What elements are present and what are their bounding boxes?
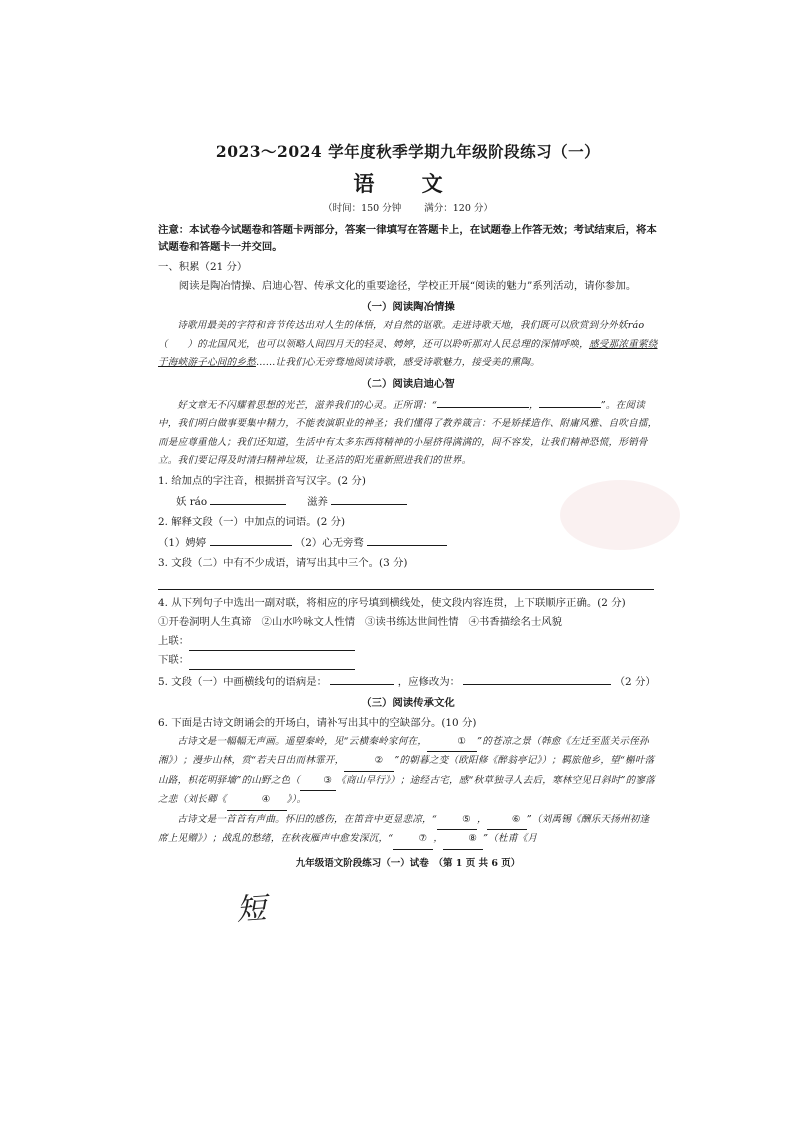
part2-text: 好文章无不闪耀着思想的光芒，滋养我们的心灵。正所谓：“	[177, 399, 437, 411]
q6-blank-2[interactable]: ②	[344, 752, 394, 772]
q4-options	[158, 613, 658, 632]
exam-title: 2023～2024 学年度秋季学期九年级阶段练习（一）	[215, 142, 601, 161]
part2-title: （二）阅读启迪心智	[361, 377, 455, 390]
q6-blank-7[interactable]: ⑦	[393, 830, 433, 850]
q4-option: ③读书练达世间性情	[365, 615, 459, 628]
couplet-blank-1[interactable]	[437, 394, 529, 408]
part3-title: （三）阅读传承文化	[361, 696, 455, 709]
underlined-sentence: 感受那浓重萦绕于海峡游子心间的乡愁	[158, 338, 658, 368]
question-4: 4. 从下列句子中选出一副对联，将相应的序号填到横线处，使文段内容连贯，上下联顺序正确。(2 分)	[158, 596, 626, 609]
q1-b-label: 滋养	[307, 495, 328, 508]
q6-text: 古诗文是一首首有声曲。怀旧的感伤，在笛音中更显悲凉，“	[177, 813, 437, 825]
exam-sheet	[158, 140, 658, 873]
q6-blank-6[interactable]: ⑥	[487, 811, 527, 831]
exam-notice: 注意：本试卷今试题卷和答题卡两部分，答案一律填写在答题卡上，在试题卷上作答无效；考试结束后，将本试题卷和答题卡一并交回。	[158, 224, 657, 253]
section-heading: 一、积累（21 分）	[158, 261, 248, 273]
q6-passage-1	[158, 733, 658, 811]
question-5	[158, 671, 658, 692]
q1-a-blank[interactable]	[210, 491, 286, 505]
question-2: 2. 解释文段（一）中加点的词语。(2 分)	[158, 515, 346, 528]
part1-text-end: ……让我们心无旁骛地阅读诗歌，感受诗歌魅力，接受美的熏陶。	[255, 357, 540, 368]
q6-blank-3[interactable]: ③	[300, 772, 336, 792]
q1-a-label: 妖 ráo	[176, 495, 208, 508]
q6-text: 》）。	[286, 794, 307, 805]
q2-a-blank[interactable]	[210, 532, 292, 546]
question-1: 1. 给加点的字注音，根据拼音写汉字。(2 分)	[158, 474, 366, 487]
subject-title: 语 文	[353, 171, 463, 196]
part1-text: 诗歌用最美的字符和音节传达出对人生的体悟，对自然的讴歌。走进诗歌天地，我们既可以欣赏到分外妖ráo（ ）的北国风光，也可以领略人间四月天的轻灵、娉婷，还可以聆听那对人民总理的深情呼唤，	[158, 320, 645, 350]
q6-blank-4[interactable]: ④	[227, 791, 287, 811]
q6-text: ，	[476, 813, 487, 825]
q6-text: ”的朝暮之变（欧阳修《醉翁亭记》）；羁旅他乡，望“槲叶落山路，枳花明驿墙”的山野之色（	[158, 755, 655, 786]
part2-passage	[158, 394, 658, 471]
q4-option: ④书香描绘名士风貌	[468, 615, 563, 628]
q4-down-blank[interactable]	[189, 656, 355, 670]
q6-text: ，	[433, 833, 444, 844]
q5-blank-2[interactable]	[463, 671, 611, 685]
part1-title: （一）阅读陶冶情操	[361, 301, 455, 313]
comma: ，	[528, 399, 539, 411]
q3-answer-line[interactable]	[158, 575, 654, 590]
exam-time: （时间：150 分钟	[323, 203, 402, 214]
q6-text: 《商山早行》）；途经古宅，感“秋草独寻人去后，寒林空见日斜时”的寥落之悲（刘长卿《	[158, 774, 656, 805]
q4-down-label: 下联：	[158, 653, 190, 666]
exam-score: 满分：120 分）	[424, 203, 493, 214]
q5-text-2: ，应修改为：	[397, 675, 461, 688]
q6-text: ”（刘禹锡《酬乐天扬州初逢席上见赠》）；战乱的愁绪，在秋夜雁声中愈发深沉，“	[158, 813, 650, 844]
q2-answers	[158, 532, 658, 553]
q4-option: ①开卷洞明人生真谛	[158, 615, 252, 628]
q5-text: 5. 文段（一）中画横线句的语病是：	[158, 675, 328, 688]
q4-option: ②山水吟咏文人性情	[261, 615, 356, 628]
q2-b-blank[interactable]	[367, 532, 447, 546]
q6-text: ”（杜甫《月	[483, 833, 538, 844]
q6-text: ”的苍凉之景（韩愈《左迁至蓝关示侄孙湘》）；漫步山林，赏“若夫日出而林霏开，	[158, 735, 649, 766]
q2-a-label: （1）娉婷	[158, 536, 207, 549]
q6-text: 古诗文是一幅幅无声画。遥望秦岭，见“云横秦岭家何在，	[177, 735, 428, 747]
part1-passage	[158, 317, 658, 373]
question-6: 6. 下面是古诗文朗诵会的开场白，请补写出其中的空缺部分。(10 分)	[158, 716, 477, 729]
q6-blank-1[interactable]: ①	[427, 733, 477, 753]
q4-down-row	[158, 651, 658, 670]
q6-blank-5[interactable]: ⑤	[437, 811, 477, 831]
couplet-blank-2[interactable]	[539, 394, 601, 408]
q1-b-blank[interactable]	[331, 491, 407, 505]
q1-answers	[158, 491, 658, 512]
q4-up-label: 上联：	[158, 634, 190, 647]
q5-blank-1[interactable]	[330, 671, 394, 685]
section-intro: 阅读是陶冶情操、启迪心智、传承文化的重要途径，学校正开展“阅读的魅力”系列活动，请你参加。	[178, 280, 637, 292]
q6-passage-2	[158, 811, 658, 850]
q4-up-row	[158, 632, 658, 651]
handwritten-mark: 短	[235, 890, 268, 928]
q4-up-blank[interactable]	[189, 637, 355, 651]
exam-meta	[158, 199, 658, 218]
q5-score: （2 分）	[614, 675, 656, 688]
page-footer: 九年级语文阶段练习（一）试卷 （第 1 页 共 6 页）	[295, 857, 521, 869]
question-3: 3. 文段（二）中有不少成语，请写出其中三个。(3 分)	[158, 556, 408, 569]
part2-text-end: ”。在阅读中，我们明白做事要集中精力，不能表演职业的神圣；我们懂得了教养箴言：不是矫揉造作、附庸风雅、自吹自擂，而是应尊重他人；我们还知道，生活中有太多东西将精神的小屋挤得满满的，间不容发，让我们精神恐慌，形销骨立。我们要记得及时清扫精神垃圾，让圣洁的阳光重新照进我们的世界。	[158, 399, 658, 466]
q6-blank-8[interactable]: ⑧	[443, 830, 483, 850]
q2-b-label: （2）心无旁骛	[294, 536, 364, 549]
